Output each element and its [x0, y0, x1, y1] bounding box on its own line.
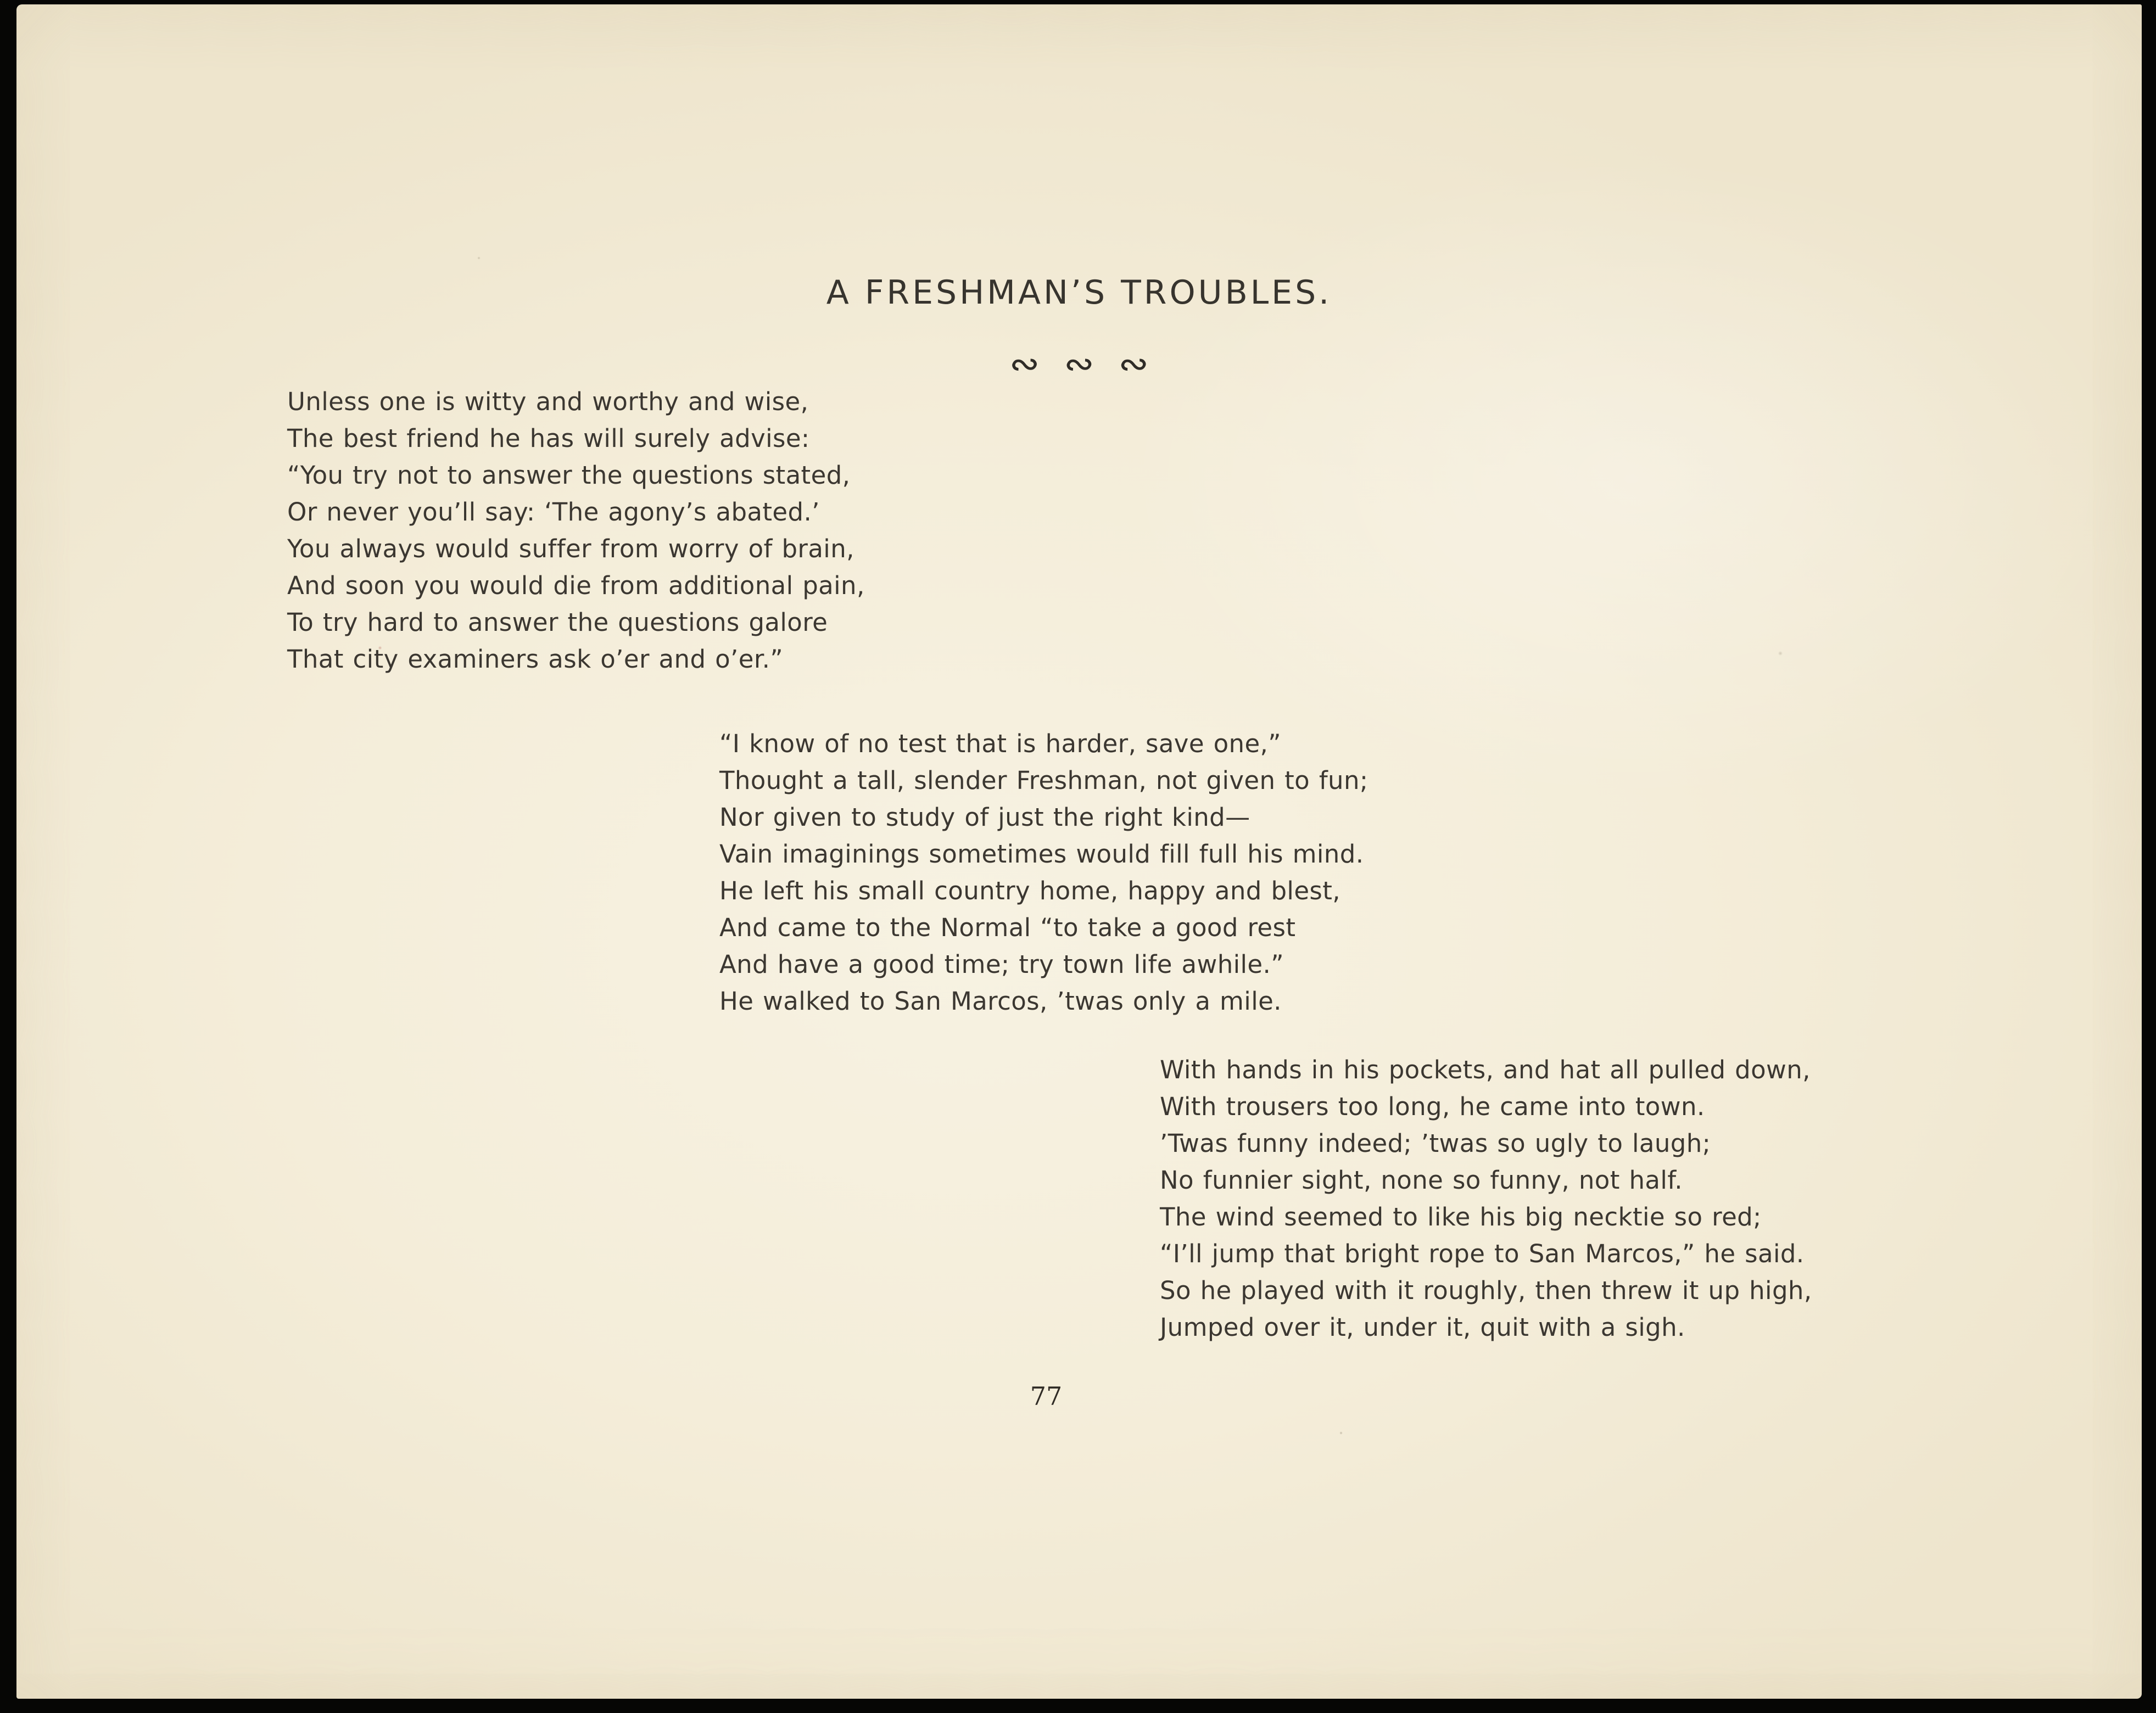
- poem-line: That city examiners ask o’er and o’er.”: [287, 645, 784, 674]
- poem-line: The best friend he has will surely advise:: [287, 424, 810, 453]
- page-number: 77: [1030, 1381, 1063, 1411]
- poem-line: Jumped over it, under it, quit with a sigh.: [1160, 1313, 1685, 1342]
- poem-line: He walked to San Marcos, ’twas only a mile.: [719, 987, 1282, 1016]
- poem-stanza-2: [719, 725, 1368, 1020]
- poem-line: Nor given to study of just the right kind—: [719, 803, 1250, 832]
- poem-line: Or never you’ll say: ‘The agony’s abated.’: [287, 497, 820, 527]
- poem-line: Unless one is witty and worthy and wise,: [287, 387, 809, 416]
- poem-line: And soon you would die from additional pain,: [287, 571, 865, 600]
- poem-line: ’Twas funny indeed; ’twas so ugly to laugh;: [1160, 1129, 1711, 1158]
- poem-line: No funnier sight, none so funny, not half.: [1160, 1166, 1683, 1195]
- lazy-s-ornament-icon: ∾: [1009, 343, 1064, 385]
- poem-line: With hands in his pockets, and hat all pulled down,: [1160, 1055, 1811, 1084]
- poem-line: Vain imaginings sometimes would fill full his mind.: [719, 839, 1364, 869]
- poem-line: “I’ll jump that bright rope to San Marcos,” he said.: [1160, 1239, 1805, 1268]
- poem-stanza-3: [1160, 1051, 1812, 1346]
- poem-line: To try hard to answer the questions galore: [287, 608, 828, 637]
- poem-line: Thought a tall, slender Freshman, not given to fun;: [719, 766, 1369, 795]
- poem-line: And have a good time; try town life awhile.”: [719, 950, 1284, 979]
- poem-line: And came to the Normal “to take a good rest: [719, 913, 1296, 942]
- poem-line: So he played with it roughly, then threw it up high,: [1160, 1276, 1812, 1305]
- poem-stanza-1: [287, 383, 865, 678]
- poem-line: You always would suffer from worry of brain,: [287, 534, 854, 563]
- book-page: [16, 4, 2142, 1699]
- lazy-s-ornament-icon: ∾: [1064, 343, 1119, 385]
- poem-line: He left his small country home, happy and blest,: [719, 876, 1340, 905]
- poem-title: A FRESHMAN’S TROUBLES.: [826, 273, 1332, 312]
- ornament-row: [16, 343, 2142, 385]
- poem-line: “I know of no test that is harder, save one,”: [719, 729, 1281, 758]
- poem-line: “You try not to answer the questions stated,: [287, 461, 851, 490]
- lazy-s-ornament-icon: ∾: [1118, 343, 1173, 385]
- poem-line: The wind seemed to like his big necktie so red;: [1160, 1202, 1762, 1231]
- poem-line: With trousers too long, he came into town.: [1160, 1092, 1705, 1121]
